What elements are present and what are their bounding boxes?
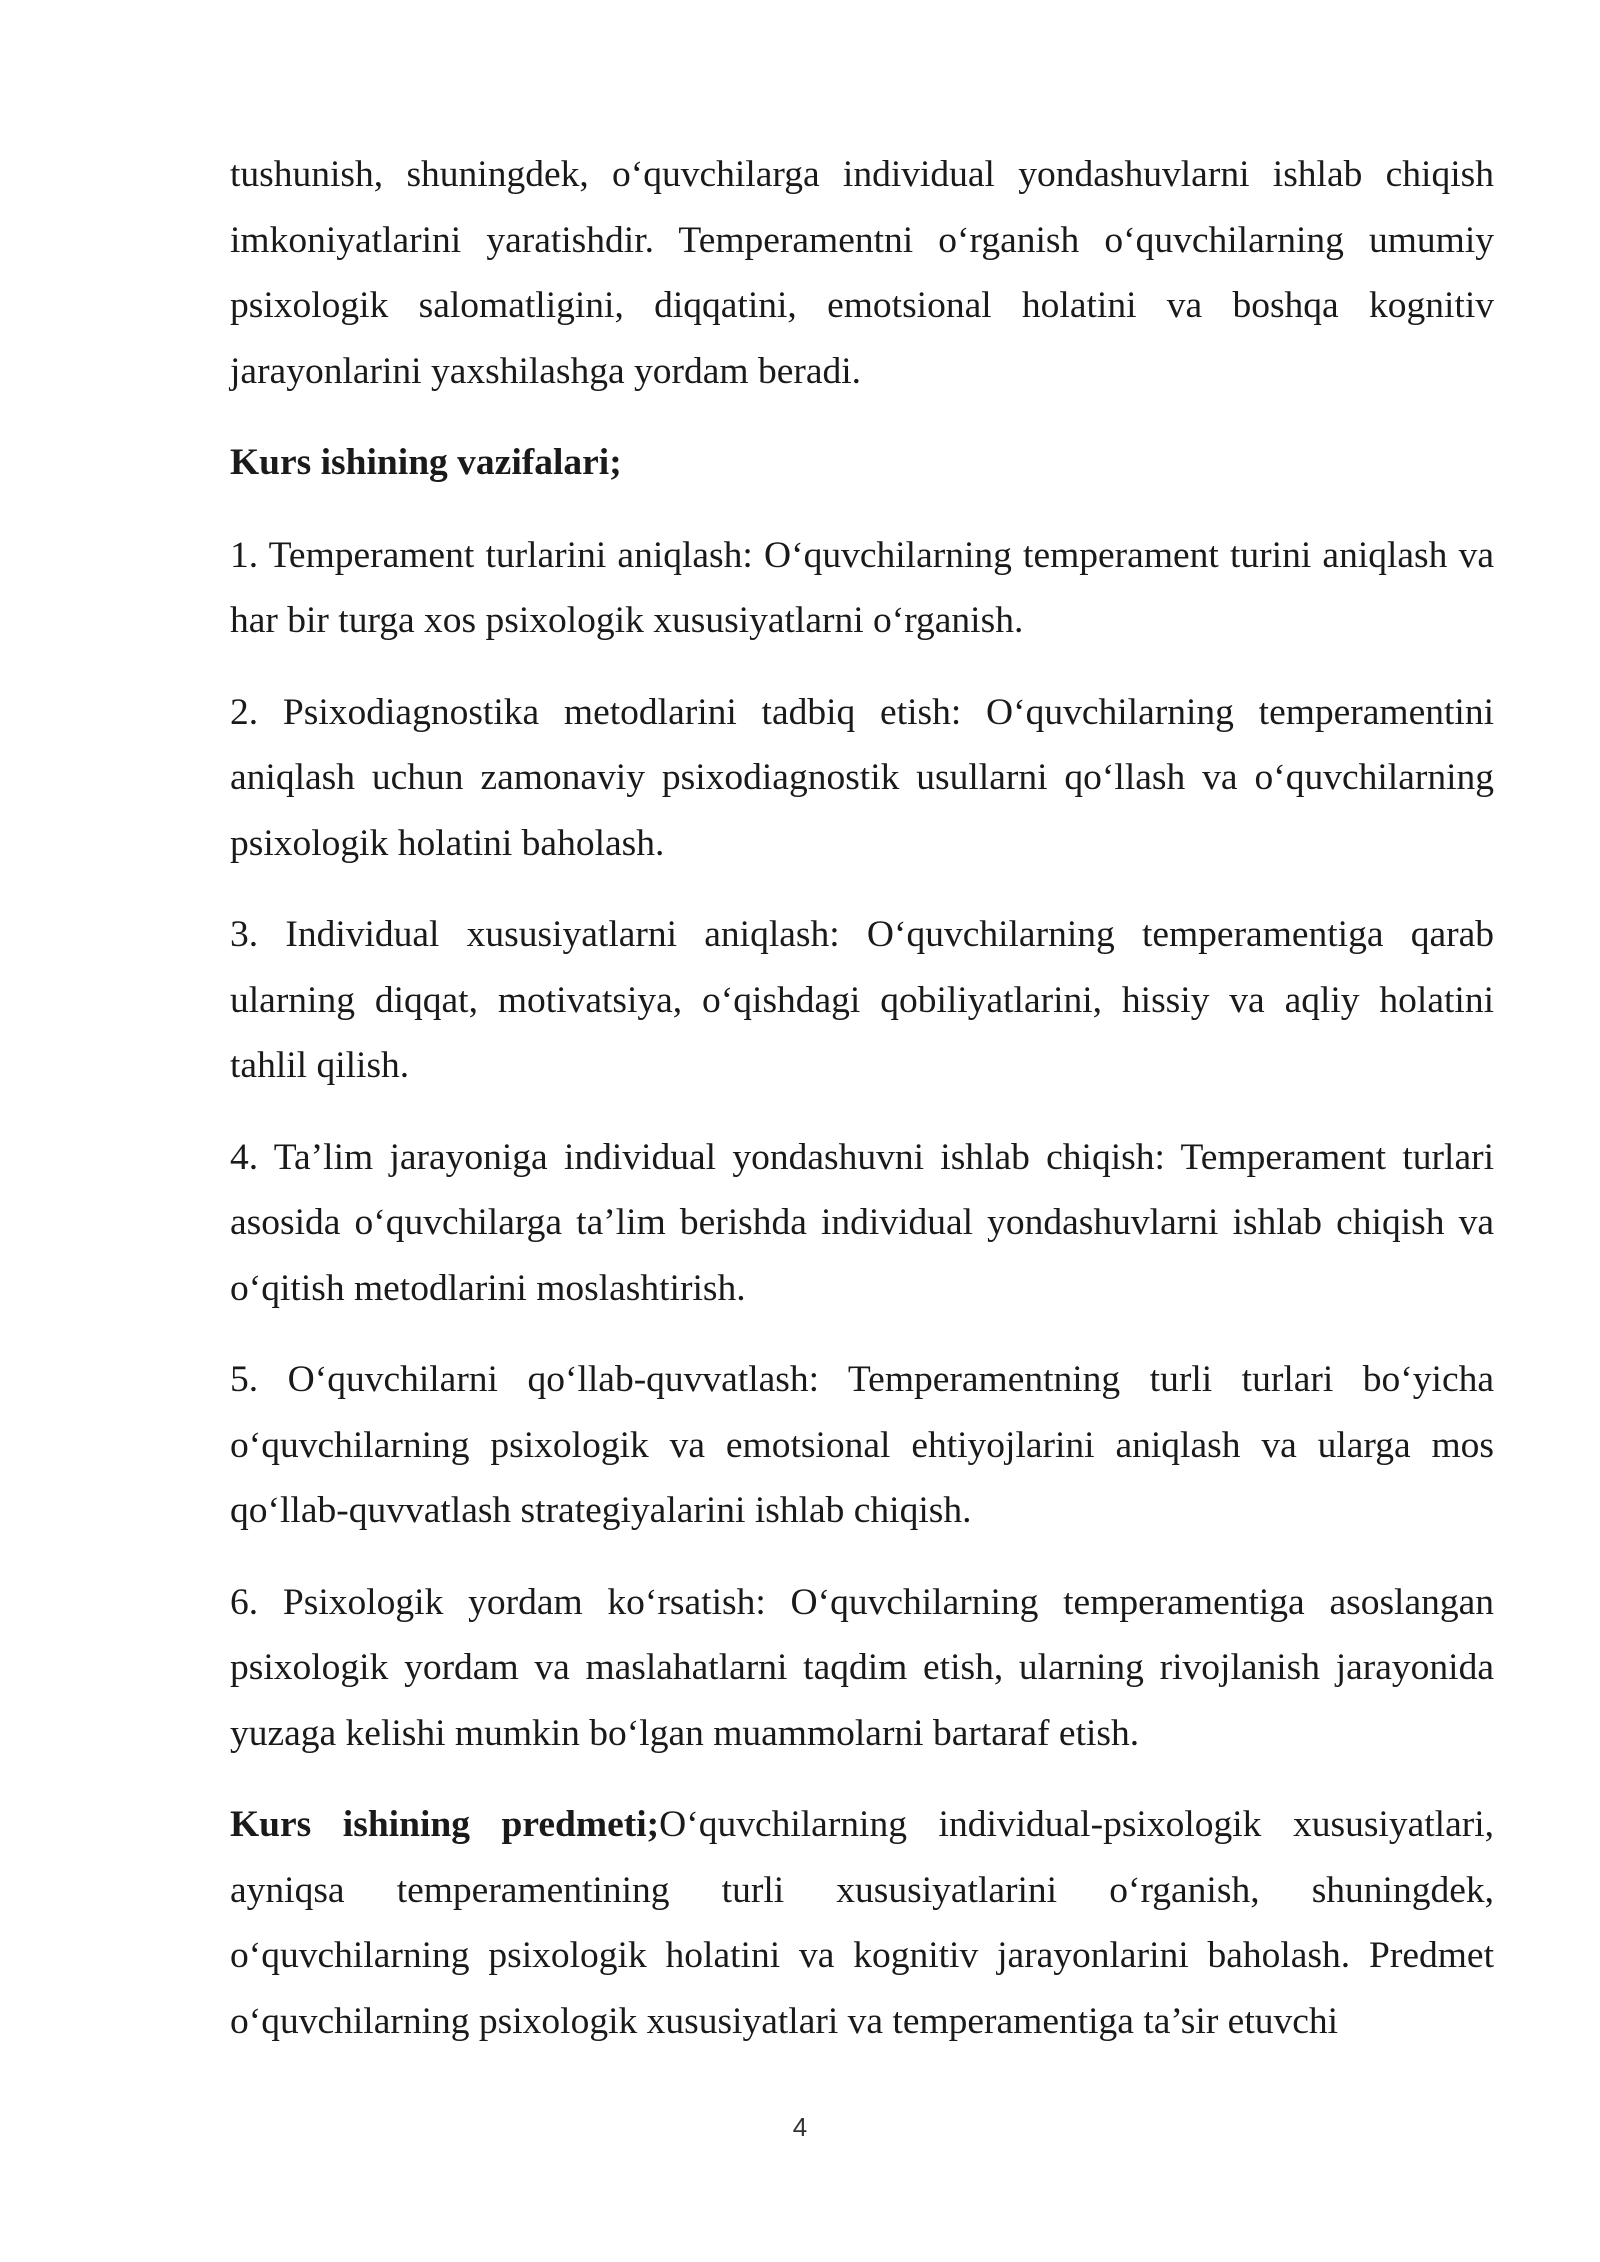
task-item-6: 6. Psixologik yordam ko‘rsatish: O‘quvchilarning temperamentiga asoslangan psixologik yordam va maslahatlarni taqdim etish, ularning rivojlanish jarayonida yuzaga kelishi mumkin bo‘lgan muammolarni bartaraf etish. bbox=[230, 1581, 1494, 1754]
task-item-5: 5. O‘quvchilarni qo‘llab-quvvatlash: Temperamentning turli turlari bo‘yicha o‘quvchilarning psixologik va emotsional ehtiyojlarini aniqlash va ularga mos qo‘llab-quvvatlash strategiyalarini ishlab chiqish. bbox=[230, 1359, 1494, 1531]
tasks-heading: Kurs ishining vazifalari; bbox=[230, 442, 622, 483]
task-item-1: 1. Temperament turlarini aniqlash: O‘quvchilarning temperament turini aniqlash va har bir turga xos psixologik xususiyatlarni o‘rganish. bbox=[230, 534, 1494, 641]
task-item-3: 3. Individual xususiyatlarni aniqlash: O‘quvchilarning temperamentiga qarab ularning diqqat, motivatsiya, o‘qishdagi qobiliyatlarini, hissiy va aqliy holatini tahlil qilish. bbox=[230, 914, 1494, 1086]
subject-heading: Kurs ishining predmeti; bbox=[230, 1804, 660, 1845]
page-number: 4 bbox=[792, 2112, 808, 2142]
subject-paragraph bbox=[230, 1792, 1494, 2054]
intro-paragraph: tushunish, shuningdek, o‘quvchilarga individual yondashuvlarni ishlab chiqish imkoniyatlarini yaratishdir. Temperamentni o‘rganish o‘quvchilarning umumiy psixologik salomatligini, diqqatini, emotsional holatini va boshqa kognitiv jarayonlarini yaxshilashga yordam beradi. bbox=[230, 154, 1494, 392]
task-item-4: 4. Ta’lim jarayoniga individual yondashuvni ishlab chiqish: Temperament turlari asosida o‘quvchilarga ta’lim berishda individual yondashuvlarni ishlab chiqish va o‘qitish metodlarini moslashtirish. bbox=[230, 1136, 1494, 1309]
page-body bbox=[230, 142, 1494, 2054]
task-item-2: 2. Psixodiagnostika metodlarini tadbiq etish: O‘quvchilarning temperamentini aniqlash uchun zamonaviy psixodiagnostik usullarni qo‘llash va o‘quvchilarning psixologik holatini baholash. bbox=[230, 691, 1494, 864]
subject-text: O‘quvchilarning individual-psixologik xususiyatlari, ayniqsa temperamentining turli xususiyatlarini o‘rganish, shuningdek, o‘quvchilarning psixologik holatini va kognitiv jarayonlarini baholash. Predmet o‘quvchilarning psixologik xususiyatlari va temperamentiga ta’sir etuvchi bbox=[230, 1804, 1494, 2042]
